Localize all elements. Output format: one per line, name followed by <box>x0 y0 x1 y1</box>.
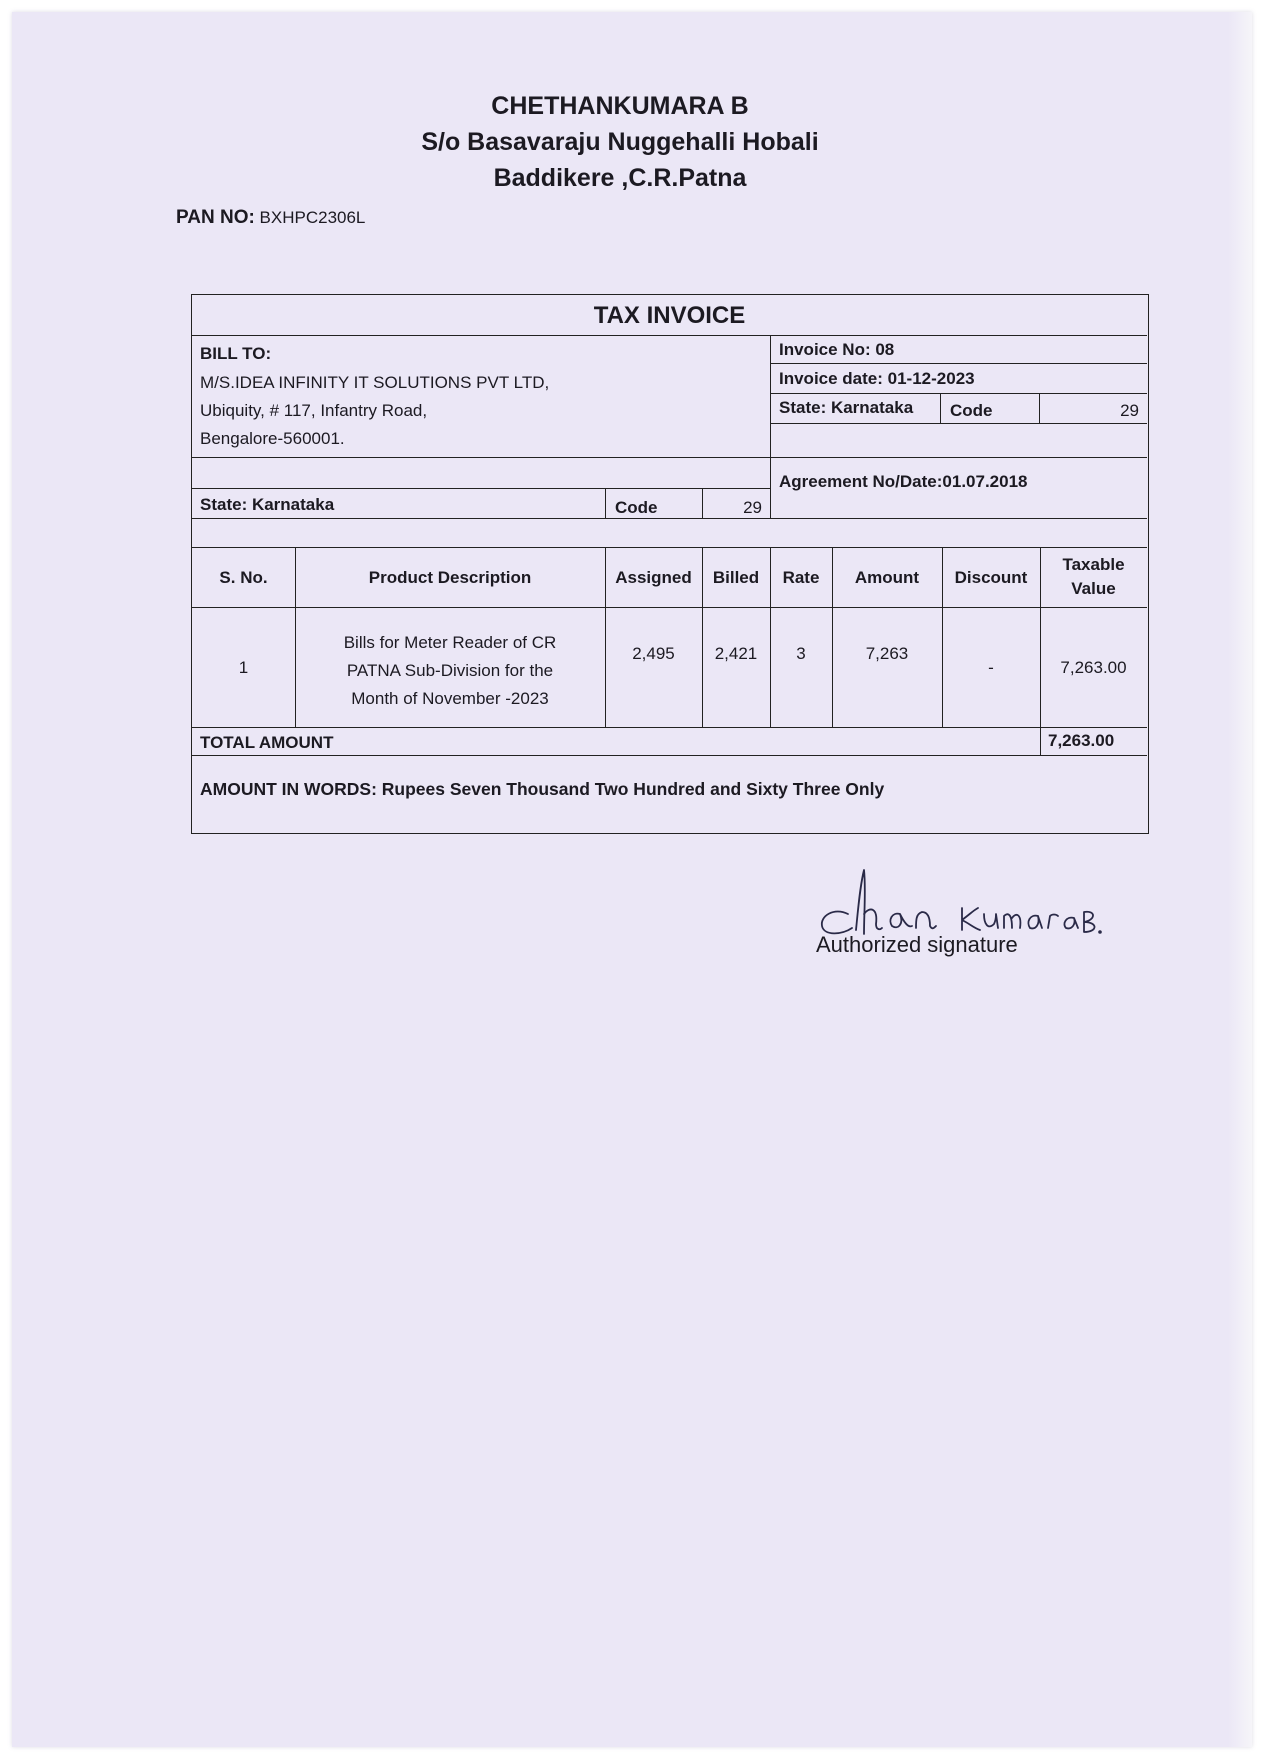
row-assigned: 2,495 <box>632 644 675 663</box>
tax-invoice-table <box>191 294 1149 834</box>
header-rate: Rate <box>782 568 820 587</box>
header-description: Product Description <box>368 568 532 587</box>
seller-address-line-2: Baddikere ,C.R.Patna <box>493 164 747 192</box>
row-description-line: PATNA Sub-Division for the <box>346 661 554 680</box>
agreement-no-date: Agreement No/Date:01.07.2018 <box>779 472 1028 491</box>
bill-to-address <box>200 369 549 453</box>
bill-to-line: M/S.IDEA INFINITY IT SOLUTIONS PVT LTD, <box>200 373 550 392</box>
row-rate: 3 <box>796 644 806 663</box>
code-value-left: 29 <box>743 498 762 517</box>
row-description <box>295 629 605 713</box>
total-amount-label: TOTAL AMOUNT <box>200 733 334 752</box>
row-sno: 1 <box>238 658 249 677</box>
header-assigned: Assigned <box>615 568 692 587</box>
header-taxable-line: Value <box>1071 579 1116 598</box>
total-amount-value: 7,263.00 <box>1048 731 1115 750</box>
invoice-date: Invoice date: 01-12-2023 <box>779 369 975 388</box>
seller-name: CHETHANKUMARA B <box>491 92 749 120</box>
amount-in-words: AMOUNT IN WORDS: Rupees Seven Thousand Two Hundred and Sixty Three Only <box>200 779 885 799</box>
row-taxable-value: 7,263.00 <box>1060 658 1127 677</box>
bill-to-label: BILL TO: <box>200 344 272 363</box>
header-discount: Discount <box>954 568 1028 587</box>
pan-number <box>176 207 365 229</box>
header-amount: Amount <box>854 568 920 587</box>
row-description-line: Month of November -2023 <box>351 689 549 708</box>
pan-value: BXHPC2306L <box>259 208 366 227</box>
invoice-number: Invoice No: 08 <box>779 340 895 359</box>
code-label-right: Code <box>950 401 993 420</box>
code-value-right: 29 <box>1120 401 1139 420</box>
state-left: State: Karnataka <box>200 495 335 514</box>
row-billed: 2,421 <box>714 644 758 663</box>
page-edge-shadow <box>1228 12 1252 1747</box>
bill-to-line: Ubiquity, # 117, Infantry Road, <box>200 401 428 420</box>
authorized-signature-label: Authorized signature <box>816 932 1018 957</box>
pan-label: PAN NO: <box>176 207 255 228</box>
seller-header <box>300 88 940 196</box>
row-discount: - <box>988 658 994 677</box>
state-right: State: Karnataka <box>779 398 914 417</box>
seller-address-line-1: S/o Basavaraju Nuggehalli Hobali <box>421 128 819 156</box>
code-label-left: Code <box>615 498 658 517</box>
invoice-title: TAX INVOICE <box>593 302 746 329</box>
header-billed: Billed <box>712 568 760 587</box>
header-taxable-line: Taxable <box>1062 555 1125 574</box>
row-amount: 7,263 <box>865 644 909 663</box>
header-sno: S. No. <box>219 568 268 587</box>
bill-to-line: Bengalore-560001. <box>200 429 345 448</box>
header-taxable-value <box>1040 553 1147 601</box>
row-description-line: Bills for Meter Reader of CR <box>343 633 557 652</box>
